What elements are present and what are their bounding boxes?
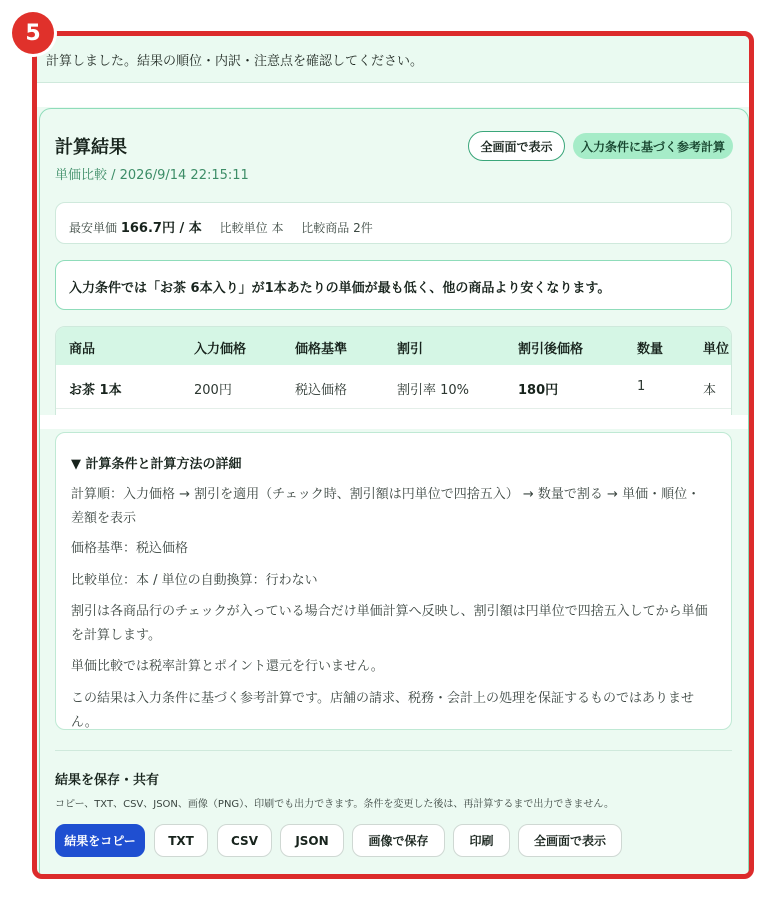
col-header: 単位 [703,342,730,357]
table-cell: 200円 [194,383,232,398]
result-title: 計算結果 [55,137,127,158]
col-header: 割引後価格 [518,342,584,357]
result-summary [55,202,732,244]
detail-line: 比較単位：本 / 単位の自動換算：行わない [71,573,318,588]
conclusion-box: 入力条件では「お茶 6本入り」が1本あたりの単価が最も低く、他の商品より安くなります。 [55,260,732,310]
save-image-button[interactable]: 画像で保存 [352,824,445,857]
details-toggle[interactable]: ▼ 計算条件と計算方法の詳細 [71,457,242,472]
fullscreen-button[interactable]: 全画面で表示 [468,131,565,161]
result-panel [39,108,749,879]
col-header: 商品 [69,342,96,357]
scroll-gap [40,415,748,429]
fullscreen-bottom-button[interactable]: 全画面で表示 [518,824,622,857]
highlight-frame [32,31,754,879]
col-header: 数量 [637,342,664,357]
table-cell: 1 [637,379,646,394]
detail-line: 計算順：入力価格 → 割引を適用（チェック時、割引額は円単位で四捨五入） → 数量で割る → 単価・順位・差額を表示 [71,487,701,526]
calculation-details [55,432,732,730]
col-header: 割引 [397,342,424,357]
col-header: 価格基準 [295,342,348,357]
txt-button[interactable]: TXT [154,824,208,857]
table-cell: 本 [703,383,717,398]
spacer [37,83,749,107]
table-cell: 税込価格 [295,383,348,398]
reference-badge: 入力条件に基づく参考計算 [573,133,733,159]
save-section-description: コピー、TXT、CSV、JSON、画像（PNG）、印刷でも出力できます。条件を変更した後は、再計算するまで出力できません。 [55,799,614,810]
unit-label: 比較単位 [219,221,268,235]
table-cell: 割引率 10% [397,383,470,398]
divider [55,750,732,751]
items-value: 2件 [353,221,373,235]
csv-button[interactable]: CSV [217,824,272,857]
detail-line: 割引は各商品行のチェックが入っている場合だけ単価計算へ反映し、割引額は円単位で四捨五入してから単価を計算します。 [71,604,708,643]
detail-line: この結果は入力条件に基づく参考計算です。店舗の請求、税務・会計上の処理を保証するものではありません。 [71,691,694,730]
status-notice: 計算しました。結果の順位・内訳・注意点を確認してください。 [37,36,749,83]
table-cell: お茶 1本 [69,383,122,398]
detail-line: 価格基準：税込価格 [71,541,189,556]
items-label: 比較商品 [301,221,350,235]
print-button[interactable]: 印刷 [453,824,510,857]
save-section-title: 結果を保存・共有 [55,773,160,788]
unit-value: 本 [271,221,284,235]
json-button[interactable]: JSON [280,824,344,857]
step-badge: 5 [12,12,54,54]
result-table [55,326,732,416]
copy-result-button[interactable]: 結果をコピー [55,824,145,857]
table-cell: 180円 [518,383,559,398]
cheapest-value: 166.7円 / 本 [120,221,202,236]
table-row [56,365,731,409]
col-header: 入力価格 [194,342,247,357]
cheapest-label: 最安単価 [69,221,118,235]
table-header [56,327,731,365]
result-subtitle: 単価比較 / 2026/9/14 22:15:11 [55,168,249,183]
detail-line: 単価比較では税率計算とポイント還元を行いません。 [71,659,384,674]
